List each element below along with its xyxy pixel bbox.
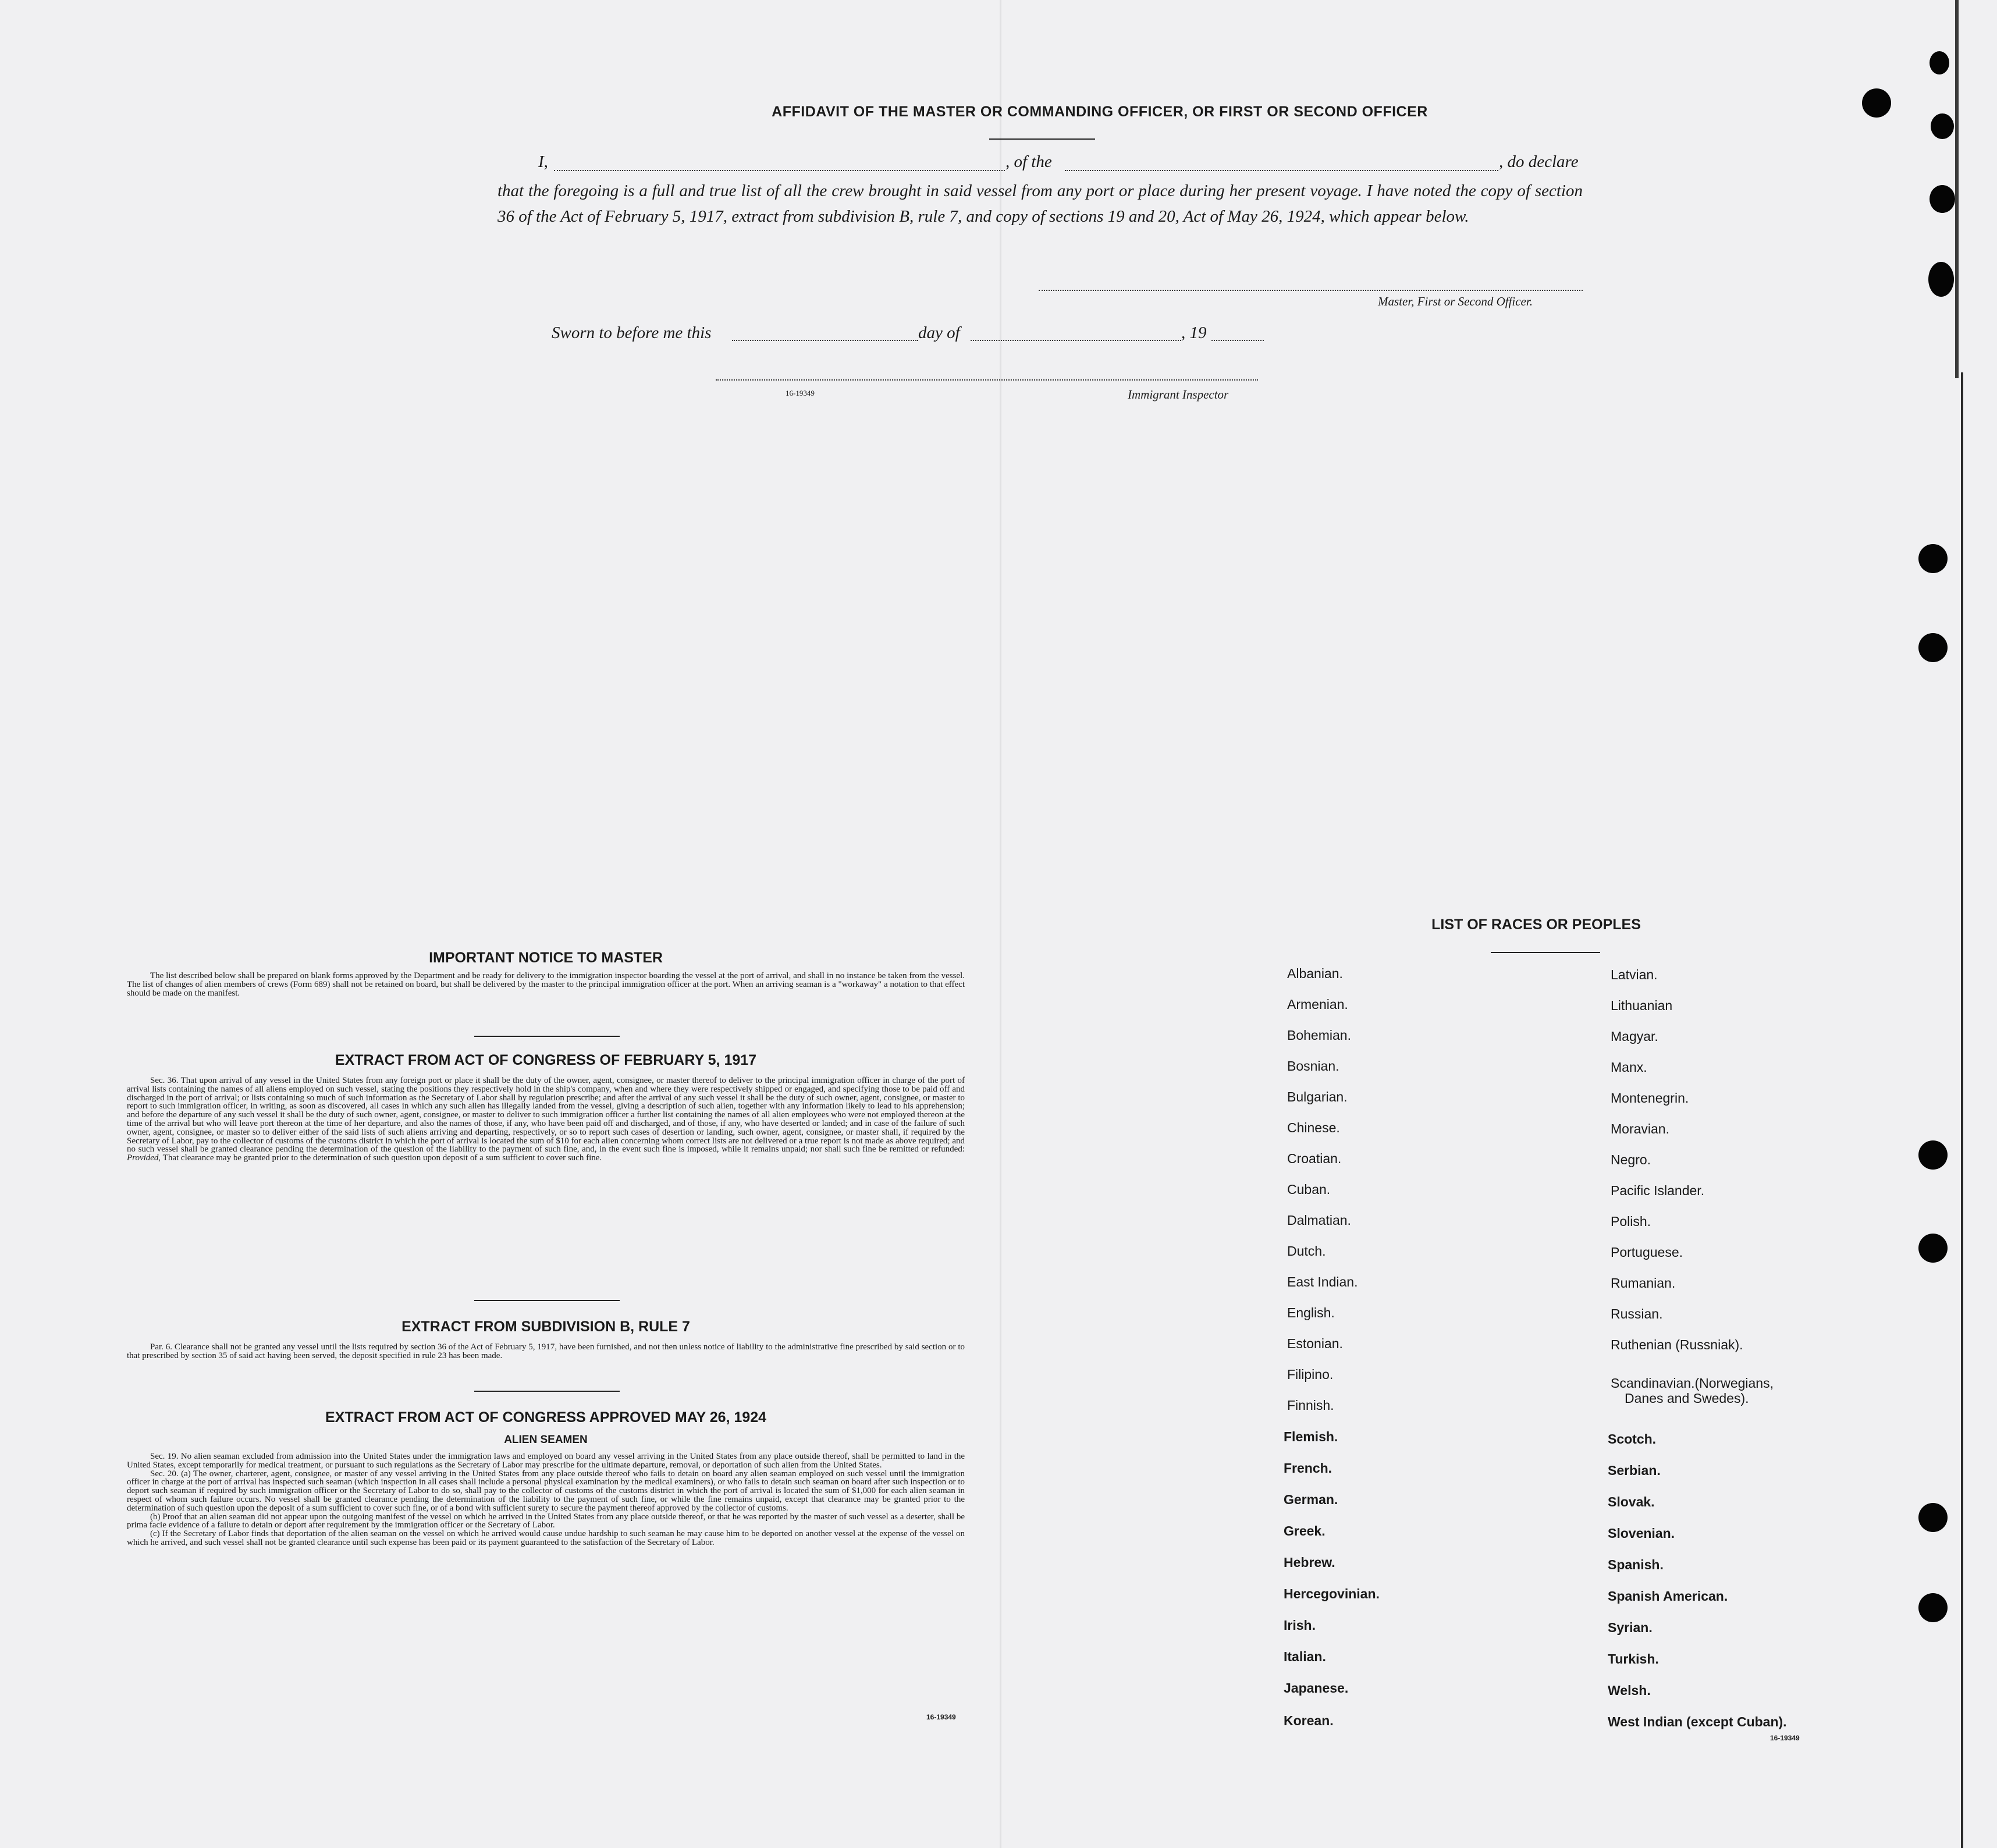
race-item: German. [1284,1492,1338,1507]
race-item: Russian. [1611,1306,1663,1321]
signature-line [1039,290,1583,291]
punch-hole [1918,1593,1948,1622]
race-item: English. [1287,1305,1335,1320]
race-item: Albanian. [1287,966,1343,981]
race-item: Japanese. [1284,1680,1349,1696]
race-item: Bulgarian. [1287,1089,1348,1104]
race-item: Turkish. [1608,1651,1659,1666]
punch-hole [1928,262,1954,297]
race-item: Greek. [1284,1523,1326,1538]
extract-rule7-text [127,1343,965,1360]
race-item: Chinese. [1287,1120,1340,1135]
race-item: Cuban. [1287,1182,1331,1197]
sec20b-text: (b) Proof that an alien seaman did not appear upon the outgoing manifest of the vessel on which he arrived in the United States from any place outside thereof, or that he was reported by the master of such vessel as a deserter, shall be prima facie evidence of a failure to detain or deport after requirement by the immigration officer or the Secretary of Labor. [127,1512,965,1530]
affidavit-paragraph: that the foregoing is a full and true list of all the crew brought in said vessel from any port or place during her present voyage. I have noted the copy of section 36 of the Act of February 5, 1917, extract from subdivision B, rule 7, and copy of sections 19 and 20, Act of May 26, 1924, which appear below. [498,182,1583,226]
race-item: East Indian. [1287,1274,1358,1289]
affidavit-i-label: I, [538,152,548,171]
race-item: Slovak. [1608,1494,1655,1509]
form-number: 16-19349 [786,389,815,397]
punch-hole [1918,544,1948,573]
race-item: Irish. [1284,1618,1316,1633]
race-item: Pacific Islander. [1611,1183,1705,1198]
race-item: Finnish. [1287,1398,1334,1413]
page-edge [1961,372,1963,1848]
race-item: Montenegrin. [1611,1090,1689,1106]
inspector-signature-line [716,379,1258,381]
race-item: Bosnian. [1287,1058,1339,1074]
extract-1924-text [127,1452,965,1547]
sec20c-text: (c) If the Secretary of Labor finds that deportation of the alien seaman on the vessel on which he arrived would cause undue hardship to such seaman he may cause him to be deported on another vessel at the expense of the vessel on which he arrived, and such vessel shall not be granted clearance until such expense has been paid or its payment guaranteed to the satisfaction of the Secretary of Labor. [127,1529,965,1547]
race-item: Dalmatian. [1287,1213,1351,1228]
race-item: West Indian (except Cuban). [1608,1714,1787,1729]
notice-text [127,972,965,997]
sworn-year-label: , 19 [1181,324,1207,342]
race-item: Moravian. [1611,1121,1669,1136]
race-item: Danes and Swedes). [1625,1391,1749,1406]
race-item: Ruthenian (Russniak). [1611,1337,1743,1352]
race-item: Portuguese. [1611,1245,1683,1260]
punch-hole [1918,1234,1948,1263]
vessel-name-line [1065,170,1498,171]
race-item: Croatian. [1287,1151,1342,1166]
race-item: Scotch. [1608,1431,1657,1447]
notice-title: IMPORTANT NOTICE TO MASTER [429,950,663,966]
sworn-day-line [732,340,918,341]
races-title-rule [1491,952,1600,953]
race-item: French. [1284,1460,1332,1476]
race-item: Spanish American. [1608,1588,1728,1604]
races-title: LIST OF RACES OR PEOPLES [1431,916,1641,933]
signature-caption: Master, First or Second Officer. [1378,294,1533,308]
affidavit-do-declare-label: , do declare [1499,152,1579,171]
sec36-text: Sec. 36. That upon arrival of any vessel in the United States from any foreign port or place it shall be the duty of the owner, agent, consignee, or master thereof to deliver to the principal immigration officer in charge of the port of arrival lists containing the names of all aliens employed on such vessel, stating the positions they respectively hold in the ship's company, when and where they were respectively shipped or engaged, and specifying those to be paid off and discharged in the port of arrival; or lists containing so much of such information as the Secretary of Labor shall by regulation prescribe; and after the arrival of any such vessel it shall be the duty of such owner, agent, consignee, or master to report to such immigration officer, in writing, as soon as discovered, all cases in which any such alien has illegally landed from the vessel, giving a description of such alien, together with any information likely to lead to his apprehension; and before the departure of any such vessel it shall be the duty of such owner, agent, consignee, or master to deliver to such immigration officer a further list containing the names of all alien employees who were not employed thereon at the time of the arrival but who will leave port thereon at the time of her departure, and also the names of those, if any, who have been paid off and discharged, and of those, if any, who have deserted or landed; and in case of the failure of such owner, agent, consignee, or master so to deliver either of the said lists of such aliens arriving and departing, respectively, or so to report such cases of desertion or landing, such owner, agent, consignee, or master shall, if required by the Secretary of Labor, pay to the collector of customs of the customs district in which the port of arrival is located the sum of $10 for each alien concerning whom correct lists are not delivered or a true report is not made as above required; and no such vessel shall be granted clearance pending the determination of the question of the liability to the payment of such fine, and, in the event such fine is imposed, while it remains unpaid; nor shall such fine be remitted or refunded: [127,1076,965,1154]
race-item: Negro. [1611,1152,1651,1167]
punch-hole [1930,185,1955,213]
sworn-month-line [971,340,1181,341]
race-item: Syrian. [1608,1620,1653,1635]
race-item: Korean. [1284,1713,1334,1728]
races-form-number: 16-19349 [1770,1734,1800,1742]
proviso-text: That clearance may be granted prior to the determination of such question upon deposit of a sum sufficient to cover such fine. [162,1153,602,1163]
race-item: Flemish. [1284,1429,1338,1444]
punch-hole [1930,51,1949,74]
sworn-year-line [1211,340,1264,341]
race-item: Spanish. [1608,1557,1664,1572]
punch-hole [1931,113,1954,139]
extract-form-number: 16-19349 [926,1713,956,1721]
race-item: Hebrew. [1284,1555,1335,1570]
race-item: Filipino. [1287,1367,1334,1382]
extract-1917-title: EXTRACT FROM ACT OF CONGRESS OF FEBRUARY 5, 1917 [335,1052,757,1068]
punch-hole [1918,1140,1948,1170]
section-rule [474,1036,620,1037]
punch-hole [1862,88,1891,118]
race-item: Slovenian. [1608,1526,1675,1541]
race-item: Latvian. [1611,967,1658,982]
extract-1924-title: EXTRACT FROM ACT OF CONGRESS APPROVED MAY 26, 1924 [325,1409,767,1426]
notice-paragraph: The list described below shall be prepared on blank forms approved by the Department and be ready for delivery to the immigration inspector boarding the vessel at the port of arrival, and shall in no instance be taken from the vessel. The list of changes of alien members of crews (Form 689) shall not be retained on board, but shall be delivered by the master to the principal immigration officer at the port. When an arriving seaman is a "workaway" a notation to that effect should be made on the manifest. [127,971,965,998]
sec20a-text: Sec. 20. (a) The owner, charterer, agent, consignee, or master of any vessel arriving in the United States from any place outside thereof who fails to detain on board any alien seaman employed on such vessel until the immigration officer in charge at the port of arrival has inspected such seaman (which inspection in all cases shall include a personal physical examination by the medical examiners), or who fails to detain such seaman on board after such inspection or to deport such seaman if required by such immigration officer or the Secretary of Labor to do so, shall pay to the collector of customs of the customs district in which the port of arrival is located the sum of $1,000 for each alien seaman in respect of whom such failure occurs. No vessel shall be granted clearance pending the determination of the liability to the payment of such fine, or while the fine remains unpaid, except that clearance may be granted prior to the determination of such question upon the deposit of a sum sufficient to cover such fine, or of a bond with sufficient surety to secure the payment thereof approved by the collector of customs. [127,1469,965,1513]
extract-rule7-title: EXTRACT FROM SUBDIVISION B, RULE 7 [401,1319,690,1335]
affidavit-of-the-label: , of the [1005,152,1052,171]
page-edge-top [1955,0,1959,378]
race-item: Magyar. [1611,1029,1658,1044]
race-item: Lithuanian [1611,998,1673,1013]
affidavit-title: AFFIDAVIT OF THE MASTER OR COMMANDING OFFICER, OR FIRST OR SECOND OFFICER [772,104,1428,120]
title-rule [989,138,1095,140]
race-item: Serbian. [1608,1463,1661,1478]
race-item: Dutch. [1287,1243,1326,1259]
race-item: Scandinavian.(Norwegians, [1611,1376,1774,1391]
punch-hole [1918,633,1948,662]
race-item: Polish. [1611,1214,1651,1229]
section-rule [474,1391,620,1392]
race-item: Italian. [1284,1649,1326,1664]
race-item: Hercegovinian. [1284,1586,1380,1601]
sworn-prefix: Sworn to before me this [552,324,712,342]
proviso-label: Provided, [127,1153,161,1163]
race-item: Bohemian. [1287,1028,1351,1043]
extract-1924-subtitle: ALIEN SEAMEN [504,1434,588,1446]
sworn-day-of-label: day of [918,324,960,342]
section-rule [474,1300,620,1301]
race-item: Armenian. [1287,997,1348,1012]
race-item: Welsh. [1608,1683,1651,1698]
race-item: Manx. [1611,1060,1647,1075]
inspector-caption: Immigrant Inspector [1128,388,1229,401]
race-item: Estonian. [1287,1336,1343,1351]
extract-1917-text [127,1076,965,1163]
center-fold [1000,0,1001,1848]
officer-name-line [554,170,1005,171]
par6-text: Par. 6. Clearance shall not be granted any vessel until the lists required by section 36 of the Act of February 5, 1917, have been furnished, and not then unless notice of liability to the administrative fine prescribed by said section or to that prescribed by section 35 of said act having been served, the deposit specified in rule 23 has been made. [127,1342,965,1360]
sec19-text: Sec. 19. No alien seaman excluded from admission into the United States under the immigration laws and employed on board any vessel arriving in the United States from any place outside thereof, shall be permitted to land in the United States, except temporarily for medical treatment, or pursuant to such regulations as the Secretary of Labor may prescribe for the ultimate departure, removal, or deportation of such alien from the United States. [127,1452,965,1470]
race-item: Rumanian. [1611,1275,1676,1291]
punch-hole [1918,1503,1948,1532]
